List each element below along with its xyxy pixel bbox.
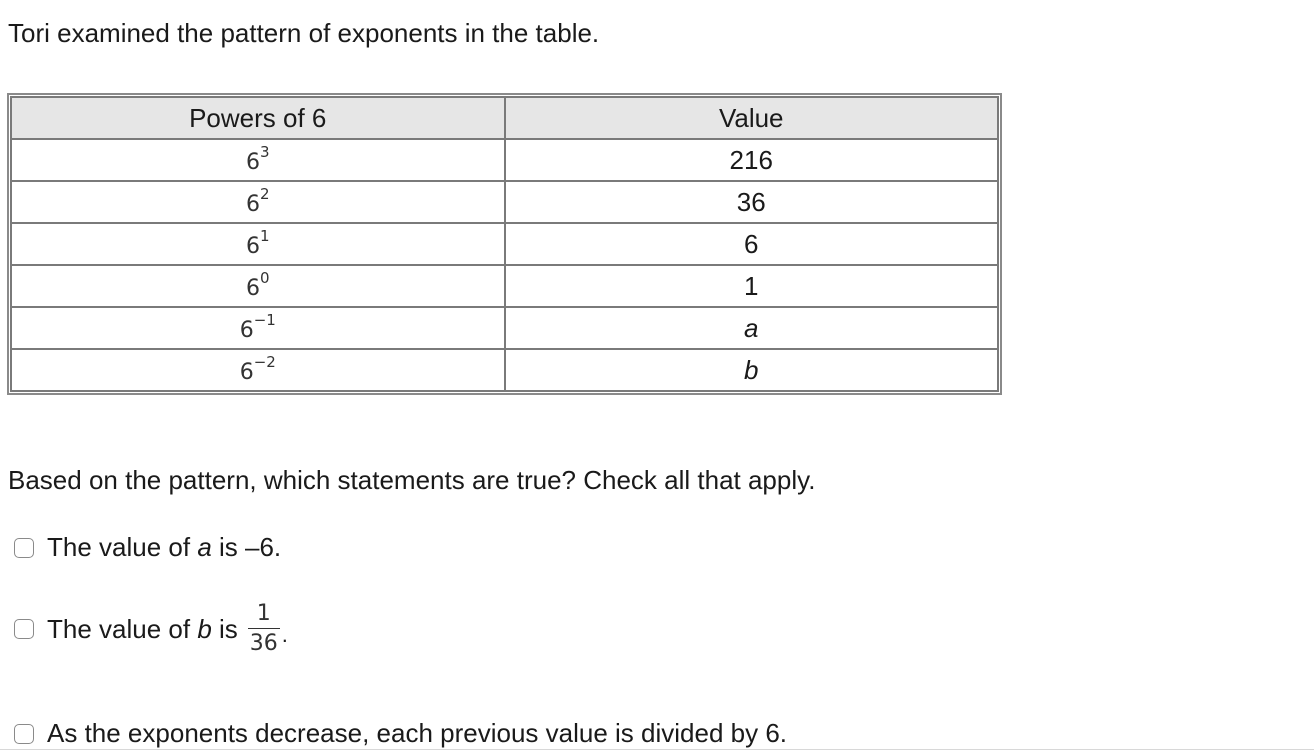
power-base: 6 xyxy=(245,275,260,301)
value-cell: a xyxy=(505,307,999,349)
header-value: Value xyxy=(505,97,999,139)
option-c[interactable] xyxy=(14,718,787,749)
power-exponent: 3 xyxy=(259,143,270,162)
intro-text: Tori examined the pattern of exponents in the table. xyxy=(8,18,600,48)
option-variable: b xyxy=(197,613,212,644)
power-exponent: 2 xyxy=(259,185,270,204)
bottom-divider xyxy=(0,749,1314,750)
option-period: . xyxy=(281,622,288,647)
power-cell xyxy=(11,223,505,265)
power-cell xyxy=(11,265,505,307)
power-cell xyxy=(11,139,505,181)
option-label xyxy=(47,602,288,656)
power-base: 6 xyxy=(245,233,260,259)
power-cell xyxy=(11,181,505,223)
power-base: 6 xyxy=(239,317,254,343)
power-exponent: 0 xyxy=(259,269,270,288)
option-prefix: The value of xyxy=(47,613,198,644)
fraction xyxy=(248,602,280,656)
table-header-row xyxy=(11,97,998,139)
option-label xyxy=(47,532,281,563)
fraction-denominator: 36 xyxy=(249,631,278,656)
value-cell: b xyxy=(505,349,999,391)
option-a[interactable] xyxy=(14,532,281,563)
table-row xyxy=(11,139,998,181)
power-exponent: 1 xyxy=(259,227,270,246)
question-text: Based on the pattern, which statements are true? Check all that apply. xyxy=(8,465,816,495)
value-cell: 216 xyxy=(505,139,999,181)
checkbox[interactable] xyxy=(14,619,34,639)
option-prefix: The value of xyxy=(47,532,198,562)
checkbox[interactable] xyxy=(14,724,34,744)
option-suffix: is –6. xyxy=(211,532,282,562)
option-label: As the exponents decrease, each previous value is divided by 6. xyxy=(47,718,788,748)
power-exponent: −1 xyxy=(253,311,276,330)
fraction-numerator: 1 xyxy=(256,601,271,626)
power-cell xyxy=(11,307,505,349)
table-row xyxy=(11,349,998,391)
power-base: 6 xyxy=(245,191,260,217)
fraction-bar xyxy=(248,628,280,629)
option-b[interactable] xyxy=(14,602,288,656)
value-cell: 1 xyxy=(505,265,999,307)
table-row xyxy=(11,265,998,307)
power-base: 6 xyxy=(239,359,254,385)
table-row xyxy=(11,181,998,223)
header-powers: Powers of 6 xyxy=(11,97,505,139)
value-cell: 36 xyxy=(505,181,999,223)
powers-table xyxy=(7,93,1002,395)
checkbox[interactable] xyxy=(14,538,34,558)
power-base: 6 xyxy=(245,149,260,175)
option-suffix: is xyxy=(211,613,238,644)
table-row xyxy=(11,307,998,349)
option-variable: a xyxy=(197,532,212,562)
power-cell xyxy=(11,349,505,391)
power-exponent: −2 xyxy=(253,353,276,372)
table-row xyxy=(11,223,998,265)
value-cell: 6 xyxy=(505,223,999,265)
